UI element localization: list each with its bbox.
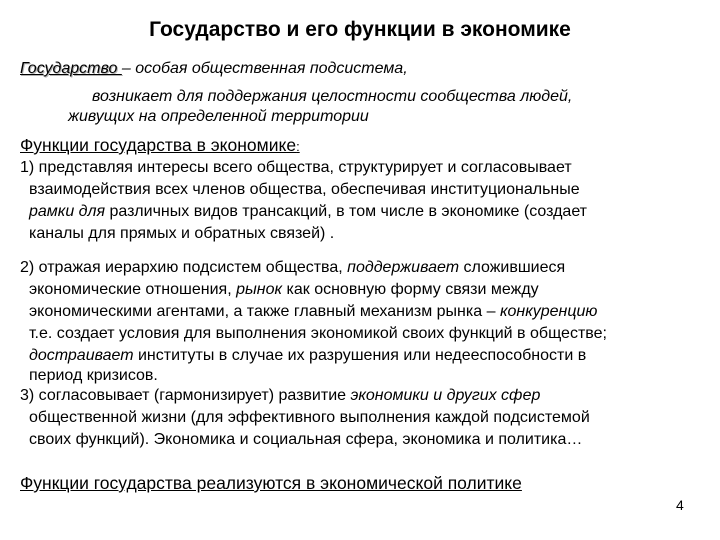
function-2-line-2-a: экономические отношения, (29, 281, 237, 298)
function-1-line-3 (29, 203, 587, 221)
function-2-emphasis-4: достраивает (29, 347, 134, 364)
function-2-line-6: период кризисов. (29, 367, 158, 384)
definition-term: Государство (20, 60, 122, 77)
definition-line-3: живущих на определенной территории (68, 108, 369, 125)
function-3-line-3: своих функций). Экономика и социальная сфера, экономика и политика… (29, 431, 583, 448)
definition-text: – особая общественная подсистема, (121, 60, 408, 77)
definition-line-2: возникает для поддержания целостности сообщества людей, (92, 88, 573, 105)
functions-heading-text: Функции государства в экономике (20, 135, 297, 155)
functions-heading-colon: : (296, 139, 300, 154)
function-1-line-1: 1) представляя интересы всего общества, структурирует и согласовывает (20, 159, 572, 176)
function-2-emphasis-3: конкуренцию (499, 303, 598, 320)
function-2-line-2 (29, 281, 539, 299)
function-1-line-3-text: различных видов трансакций, в том числе в экономике (создает (105, 203, 588, 220)
function-2-line-3-a: экономическими агентами, а также главный механизм рынка – (29, 303, 500, 320)
definition-line-1 (20, 60, 408, 78)
conclusion: Функции государства реализуются в экономической политике (20, 473, 522, 493)
functions-heading (20, 135, 300, 156)
function-2-line-5-b: институты в случае их разрушения или недееспособности в (133, 347, 587, 364)
function-2-line-3 (29, 303, 597, 321)
function-2-emphasis-2: рынок (236, 281, 283, 298)
function-3-emphasis: экономики и других сфер (350, 387, 541, 404)
function-2-line-2-b: как основную форму связи между (282, 281, 539, 298)
slide-title: Государство и его функции в экономике (149, 18, 571, 41)
page-number: 4 (676, 497, 684, 513)
function-2-line-5 (29, 347, 586, 365)
function-1-line-4: каналы для прямых и обратных связей) . (29, 225, 335, 242)
function-2-line-4: т.е. создает условия для выполнения экономикой своих функций в обществе; (29, 325, 607, 342)
function-1-emphasis: рамки для (29, 203, 106, 220)
function-1-line-2: взаимодействия всех членов общества, обеспечивая институциональные (29, 181, 580, 198)
function-2-line-1 (20, 259, 565, 277)
function-3-line-1-a: 3) согласовывает (гармонизирует) развитие (20, 387, 351, 404)
function-2-line-1-a: 2) отражая иерархию подсистем общества, (20, 259, 348, 276)
function-2-emphasis-1: поддерживает (347, 259, 460, 276)
function-2-line-1-b: сложившиеся (459, 259, 566, 276)
function-3-line-1 (20, 387, 540, 405)
function-3-line-2: общественной жизни (для эффективного выполнения каждой подсистемой (29, 409, 590, 426)
